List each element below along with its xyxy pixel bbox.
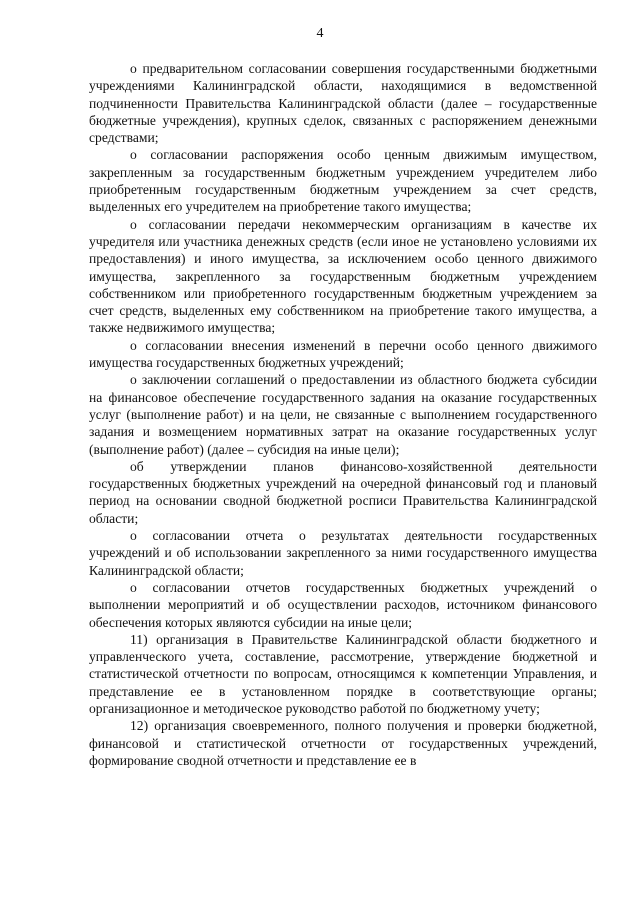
document-body <box>89 60 597 769</box>
page-number: 4 <box>316 26 324 41</box>
paragraph-1: о предварительном согласовании совершения государственными бюджетными учреждениями Калининградской области, находящимися в ведомственной подчиненности Правительства Калининградской области (далее – государственные бюджетные учреждения), крупных сделок, связанных с распоряжением денежными средствами; <box>89 61 597 146</box>
paragraph-9: 11) организация в Правительстве Калининградской области бюджетного и управленческого учета, составление, рассмотрение, утверждение бюджетной и статистической отчетности по вопросам, относящимся к компетенции Управления, и представление ее в установленном порядке в соответствующие органы; организационное и методическое руководство работой по бюджетному учету; <box>89 631 597 716</box>
paragraph-4: о согласовании внесения изменений в перечни особо ценного движимого имущества государственных бюджетных учреждений; <box>89 337 597 371</box>
paragraph-5: о заключении соглашений о предоставлении из областного бюджета субсидии на финансовое обеспечение государственного задания на оказание государственных услуг (выполнение работ) и на цели, не связанные с выполнением государственного задания и возмещением нормативных затрат на оказание государственных услуг (выполнение работ) (далее – субсидия на иные цели); <box>89 372 597 457</box>
paragraph-6: об утверждении планов финансово-хозяйственной деятельности государственных бюджетных учреждений на очередной финансовый год и плановый период на основании сводной бюджетной росписи Правительства Калининградской области; <box>89 458 597 526</box>
paragraph-3: о согласовании передачи некоммерческим организациям в качестве их учредителя или участника денежных средств (если иное не установлено условиями их предоставления) и иного имущества, за исключением особо ценного движимого имущества, закрепленного за государственным бюджетным учреждением собственником или приобретенного государственным бюджетным учреждением за счет средств, выделенных ему собственником на приобретение такого имущества, а также недвижимого имущества; <box>89 216 597 336</box>
paragraph-7: о согласовании отчета о результатах деятельности государственных учреждений и об использовании закрепленного за ними государственного имущества Калининградской области; <box>89 528 597 578</box>
paragraph-10: 12) организация своевременного, полного получения и проверки бюджетной, финансовой и статистической отчетности от государственных учреждений, формирование сводной отчетности и представление ее в <box>89 718 597 768</box>
paragraph-2: о согласовании распоряжения особо ценным движимым имуществом, закрепленным за государственным бюджетным учреждением учредителем либо приобретенным государственным бюджетным учреждением за счет средств, выделенных его учредителем на приобретение такого имущества; <box>89 147 597 215</box>
paragraph-8: о согласовании отчетов государственных бюджетных учреждений о выполнении мероприятий и об осуществлении расходов, источником финансового обеспечения которых являются субсидии на иные цели; <box>89 579 597 630</box>
